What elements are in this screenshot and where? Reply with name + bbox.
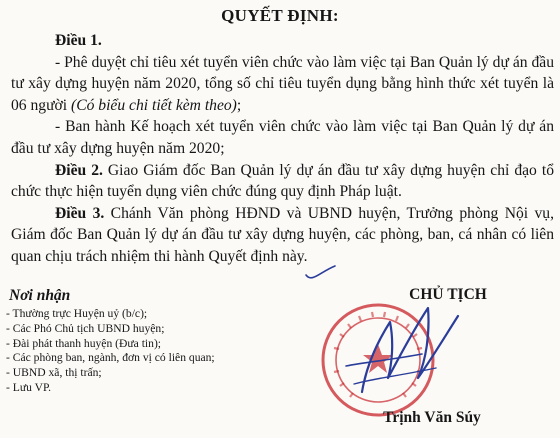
- recipients-label: Nơi nhận: [9, 287, 71, 304]
- signer-title: CHỦ TỊCH: [409, 286, 487, 303]
- recipient-item: - Lưu VP.: [6, 380, 52, 394]
- decision-title: QUYẾT ĐỊNH:: [221, 6, 339, 25]
- article-2-text: Giao Giám đốc Ban Quản lý dự án đầu tư xây dựng huyện chỉ đạo tổ chức thực hiện tuyển dụng viên chức đúng quy định Pháp luật.: [11, 161, 554, 201]
- article-3: [11, 203, 554, 268]
- recipient-item: - Thường trực Huyện uỷ (b/c);: [6, 307, 148, 320]
- handwritten-signature: [318, 280, 468, 410]
- recipients-block: [6, 286, 296, 396]
- article-3-text: Chánh Văn phòng HĐND và UBND huyện, Trưởng phòng Nội vụ, Giám đốc Ban Quản lý dự án đầu tư xây dựng huyện, các phòng, ban, cá nhân có liên quan chịu trách nhiệm thi hành Quyết định này.: [11, 204, 555, 265]
- article-2-label: Điều 2.: [55, 161, 103, 179]
- signer-name: Trịnh Văn Súy: [383, 409, 481, 426]
- article-1-item-1-note: (Có biểu chi tiết kèm theo): [71, 96, 237, 114]
- article-1-item-1: [11, 52, 554, 117]
- article-2: [11, 160, 554, 203]
- recipient-item: - Các Phó Chủ tịch UBND huyện;: [6, 321, 165, 335]
- article-1-item-2: - Ban hành Kế hoạch xét tuyển viên chức vào làm việc tại Ban Quản lý dự án đầu tư xây dựng huyện năm 2020;: [11, 118, 554, 157]
- recipient-item: - UBND xã, thị trấn;: [6, 366, 102, 380]
- article-3-label: Điều 3.: [55, 204, 105, 222]
- article-1-item-1-text: - Phê duyệt chỉ tiêu xét tuyển viên chức vào làm việc tại Ban Quản lý dự án đầu tư xây dựng huyện năm 2020, tổng số chỉ tiêu tuyển dụng bằng hình thức xét tuyển là 06 người: [11, 53, 554, 114]
- recipients-list: [6, 307, 296, 396]
- article-1-heading: Điều 1.: [55, 32, 102, 49]
- decision-body: [11, 30, 554, 268]
- recipient-item: - Các phòng ban, ngành, đơn vị có liên quan;: [6, 351, 215, 365]
- recipient-item: - Đài phát thanh huyện (Đưa tin);: [6, 336, 162, 350]
- article-1-item-1-end: ;: [236, 96, 242, 114]
